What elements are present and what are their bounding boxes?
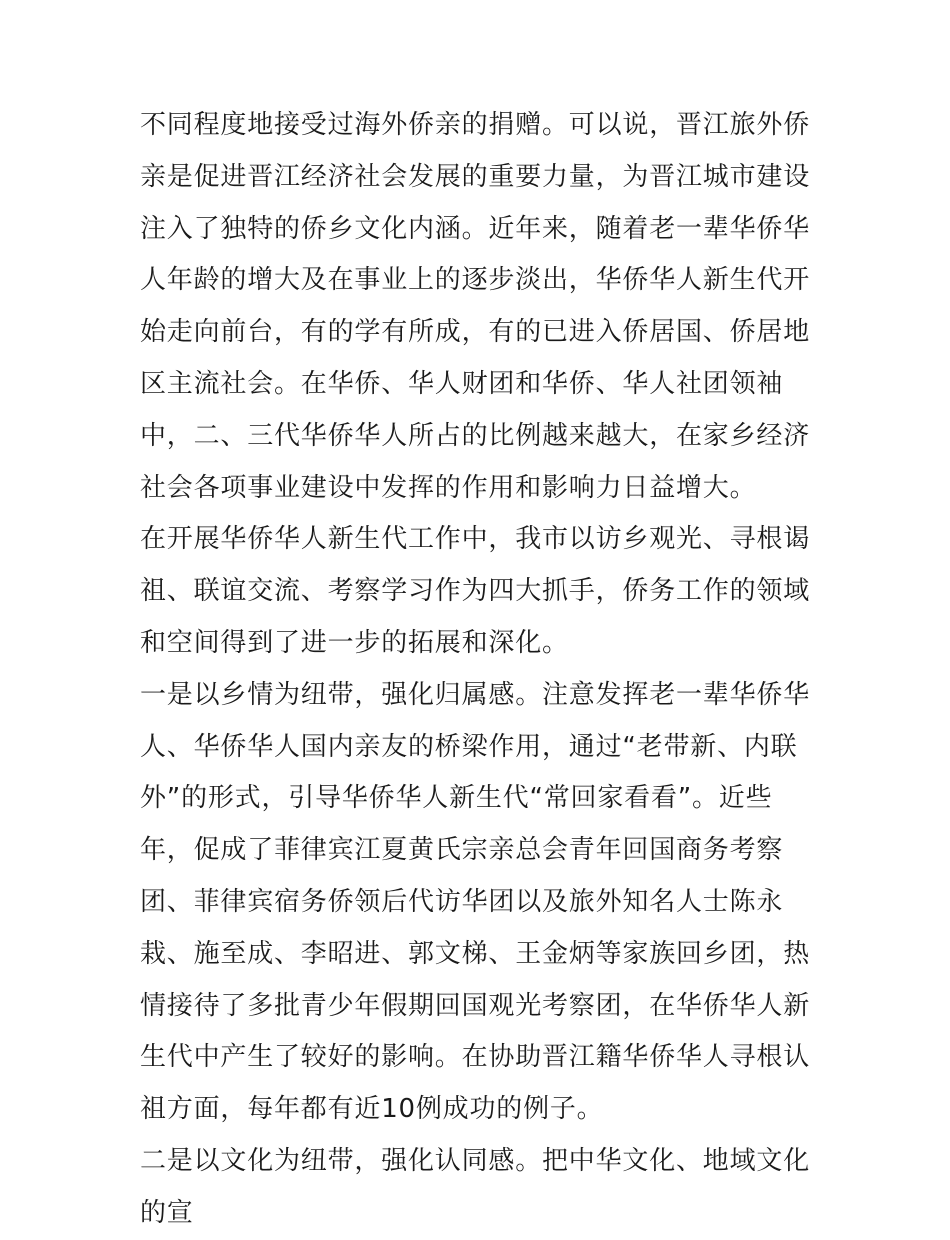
paragraph-intro: 不同程度地接受过海外侨亲的捐赠。可以说，晋江旅外侨亲是促进晋江经济社会发展的重要力量，为晋江城市建设注入了独特的侨乡文化内涵。近年来，随着老一辈华侨华人年龄的增大及在事业上的逐步淡出，华侨华人新生代开始走向前台，有的学有所成，有的已进入侨居国、侨居地区主流社会。在华侨、华人财团和华侨、华人社团领袖中，二、三代华侨华人所占的比例越来越大，在家乡经济社会各项事业建设中发挥的作用和影响力日益增大。	[140, 110, 811, 503]
paragraph-new-generation-work: 在开展华侨华人新生代工作中，我市以访乡观光、寻根谒祖、联谊交流、考察学习作为四大抓手，侨务工作的领域和空间得到了进一步的拓展和深化。	[140, 524, 811, 658]
paragraph-point-two: 二是以文化为纽带，强化认同感。把中华文化、地域文化的宣	[140, 1145, 811, 1228]
paragraph-point-one: 一是以乡情为纽带，强化归属感。注意发挥老一辈华侨华人、华侨华人国内亲友的桥梁作用，通过“老带新、内联外”的形式，引导华侨华人新生代“常回家看看”。近些年，促成了菲律宾江夏黄氏宗亲总会青年回国商务考察团、菲律宾宿务侨领后代访华团以及旅外知名人士陈永栽、施至成、李昭进、郭文梯、王金炳等家族回乡团，热情接待了多批青少年假期回国观光考察团，在华侨华人新生代中产生了较好的影响。在协助晋江籍华侨华人寻根认祖方面，每年都有近10例成功的例子。	[140, 679, 811, 1125]
document-body	[140, 100, 816, 1240]
